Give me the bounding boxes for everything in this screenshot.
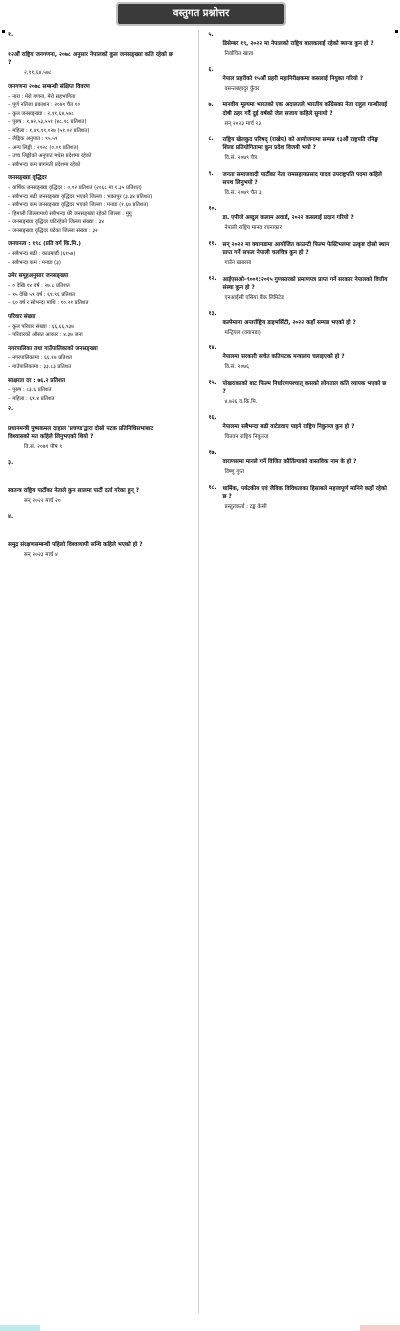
question-number: ११.	[208, 240, 217, 247]
question-text: जनता समाजवादी पार्टीका नेता रामसहायप्रसाद यादव उपराष्ट्रपति पदमा कहिले सपथ लिनुभयो ?	[222, 172, 382, 187]
answer-text: वि.सं. २०७९ पौष ९	[24, 444, 63, 451]
section-list-item: – कुल जनसङ्ख्या : २,९१,६४,५७८	[8, 111, 192, 119]
section-heading: जनगणना २०७८ सम्बन्धी संक्षिप्त विवरण	[8, 83, 90, 90]
right-questions	[209, 30, 393, 512]
question-number: ८.	[208, 136, 214, 143]
question-number: ६.	[208, 66, 214, 73]
section-heading: जनसङ्ख्या वृद्धिदर	[8, 175, 47, 182]
question-item	[209, 169, 393, 198]
section-list-item: – हिमाली जिल्लामध्ये सबैभन्दा धेरै जनसङ्ख्या रहेको जिल्ला : मुगु	[8, 211, 192, 219]
question-item	[209, 448, 393, 477]
page-title: वस्तुगत प्रश्नोत्तर	[118, 4, 284, 24]
section-list-item: – परिवारको औसत आकार : ४.३७ जना	[8, 332, 192, 340]
answer-text: निर्वाचित खाता	[224, 51, 254, 57]
section-list-item: – पुरुष : ८३.६ प्रतिशत	[8, 387, 192, 395]
section-list-item: – जनसङ्ख्या वृद्धिदर घटेका जिल्ला संख्या : ३२	[8, 228, 192, 236]
question-item	[209, 483, 393, 512]
section-list-item: – सबैभन्दा बढी जनसङ्ख्या वृद्धिदर भएको जिल्ला : भक्तपुर (३.३४ प्रतिशत)	[8, 194, 192, 202]
answer-text: वसन्तबहादुर कुँवर	[224, 85, 260, 92]
answer-text: ४.७२६ व.कि.मि.	[224, 399, 258, 406]
answer-text: वि.सं. २०७९ चैत ३	[224, 190, 262, 197]
print-color-bar	[0, 1325, 400, 1331]
section-list-item: – १५ देखि ५९ वर्ष : ६१.९६ प्रतिशत	[8, 292, 192, 300]
question-number: १७.	[208, 449, 217, 456]
question-text: नेपालमा सबैभन्दा बढी वाटेडवाए पाइने राष्ट्रिय निकुञ्ज कुन हो ?	[222, 424, 355, 431]
question-text: प्रधानमन्त्री पुष्पकमल दाहाल 'प्रचण्ड'द्वारा दोस्रो पटक प्रतिनिधिसभाबाट विश्वासको मत कहिले लिनुभएको थियो ?	[8, 426, 154, 441]
question-item	[209, 65, 393, 94]
answer-text: सन् २०२२ मार्च २०	[24, 498, 61, 505]
section-list-item: – जनसङ्ख्या वृद्धिदर घटिरहेको जिल्ला संख्या : ३४	[8, 219, 192, 227]
question-number: ५.	[208, 32, 214, 38]
question-number: १.	[8, 32, 14, 38]
answer-text: वि.सं. २०७९ चैत्र	[224, 155, 258, 162]
section-list-item: – वार्षिक जनसङ्ख्या वृद्धिदर : ०.९२ प्रतिशत (२०६८ मा १.३५ प्रतिशत)	[8, 185, 192, 193]
section-list-item: – लैङ्गिक अनुपात : ९५.५९	[8, 136, 192, 144]
question-number: १०.	[208, 206, 217, 213]
question-text: डिसेम्बर १९, २०२२ मा नेपालको राष्ट्रिय बालकलाई रहेको ब्यान्ड कुन हो ?	[222, 41, 374, 47]
question-text: स्वतन्त्र राष्ट्रिय पार्टीका नेताले कुन सालमा पार्टी दर्ता गरेका हुन् ?	[8, 488, 140, 495]
question-number: १६.	[208, 415, 217, 422]
section-list-item: – सबैभन्दा बढी : काठमाडौं (६१५७)	[8, 251, 192, 259]
section-heading: साक्षरता दर : ७६.२ प्रतिशत	[8, 377, 66, 384]
question-text: नेपालमा सरकारी सचेत कतिपटक मन्त्रालय चलाइएको हो ?	[222, 354, 345, 361]
registration-mark	[2, 30, 5, 33]
question-number: ३.	[8, 460, 14, 467]
question-text: डा. एपीजे अब्दुल कलाम अवार्ड, २०२२ कसलाई प्रदान गरियो ?	[222, 215, 354, 222]
answer-text: २,९१,६४,५७८	[24, 70, 52, 76]
question-number: ७.	[208, 101, 214, 108]
question-item	[209, 274, 393, 303]
answer-text: मन्ट्रियल (क्यानडा)	[224, 329, 261, 336]
question-item	[209, 413, 393, 442]
question-text: १२औं राष्ट्रिय जनगणना, २०७८ अनुसार नेपालको कुल जनसङ्ख्या कति रहेको छ ?	[8, 51, 173, 66]
section-list-item: – महिला : ६९.४ प्रतिशत	[8, 396, 192, 404]
question-text: सन् २०२२ मा क्यानडामा आयोजित काउन्टी फिल्म फेस्टिभलमा उत्कृष्ट दोस्रो स्थान प्राप्त गर्ने सफल नेपाली चलचित्र कुन हो ?	[222, 241, 390, 256]
answer-text: वि.सं. २०७६	[224, 364, 249, 371]
question-item	[209, 100, 393, 129]
question-text: आईएसओ–९००१:२०१५ गुणस्तरको प्रमाणपत्र प्राप्त गर्ने सरकार नेपालको वित्तीय संस्था कुन हो ?	[222, 276, 388, 291]
section-list-item: – पुरुष : १,४२,५३,५५१ (४८.९८ प्रतिशत)	[8, 119, 192, 127]
question-text: पोखराकाको बाट फिल्म निर्धारणपश्चात् कसको लोगताल कति व्यापक भएको छ ?	[222, 381, 387, 396]
section-list-item: – नगरपालिकामा : ६६.१७ प्रतिशत	[8, 355, 192, 363]
section-heading: उमेर समूहअनुसार जनसङ्ख्या	[8, 273, 69, 280]
answer-text: प्रस्तुतकर्ता : टङ्क केसी	[224, 503, 267, 510]
section-list-item: – पूर्ण नतिजा प्रकाशन : २०७९ चैत १०	[8, 102, 192, 110]
section-heading: जनघनत्व : १९८ (प्रति वर्ग कि.मि.)	[8, 241, 81, 248]
section-list-item: – कुल परिवार संख्या : ६६,६६,९३७	[8, 324, 192, 332]
section-heading: नगरपालिका तथा गाउँपालिकाको जनसङ्ख्या	[8, 345, 98, 352]
question-1	[8, 30, 192, 78]
question-number: १५.	[208, 380, 217, 387]
section-list-item: – सबैभन्दा कम जनसङ्ख्या वृद्धिदर भएको जिल्ला : मनाङ (१.६७ प्रतिशत)	[8, 202, 192, 210]
question-number: ९.	[208, 171, 214, 178]
section-list-item: – नारा : मेरो गणना, मेरो सहभागिता	[8, 94, 192, 102]
question-item	[209, 134, 393, 163]
question-text: मानवीय मूल्यमा भारतको एक अदालतले भारतीय काँग्रेसका नेता राहुल गान्धीलाई दोषी ठहर गर्दै दुई वर्षको जेल सजाय कहिले सुनायो ?	[222, 102, 388, 117]
section-list-item: – उच्च लिङ्गीको अनुपात मधेस प्रदेशमा रहेको	[8, 153, 192, 161]
answer-text: गाउँन खबरसा	[224, 259, 252, 266]
question-number: १४.	[208, 345, 217, 352]
question-item	[209, 239, 393, 268]
section-list-item: – ६० वर्ष र सोभन्दा माथि : १०.२१ प्रतिशत	[8, 300, 192, 308]
answer-text: सन् २०२३ मार्च ४	[24, 552, 58, 559]
answer-text: एनआईसी एसिया बैंक लिमिटेड	[224, 294, 284, 301]
question-item	[209, 378, 393, 407]
question-3	[8, 458, 192, 506]
section-list-item: – अन्य लिङ्गी : २९२८ (०.०१ प्रतिशत)	[8, 145, 192, 153]
question-text: समुद्र संरक्षणसम्बन्धी पहिलो विश्वव्यापी सन्धि कहिले भएको हो ?	[8, 542, 143, 549]
registration-mark	[395, 30, 398, 33]
section-list-item: – सबैभन्दा कम : मनाङ (३)	[8, 260, 192, 268]
question-number: १३.	[208, 310, 217, 317]
right-column	[207, 30, 393, 1313]
section-list-item: – ० देखि १४ वर्ष : २७.८ प्रतिशत	[8, 283, 192, 291]
content-columns	[8, 30, 392, 1313]
question-number: ४.	[8, 514, 14, 521]
section-list-item: – महिला : १,४९,११,०२७ (५१.०२ प्रतिशत)	[8, 128, 192, 136]
left-column	[8, 30, 199, 1313]
question-item	[209, 204, 393, 233]
question-item	[209, 30, 393, 59]
question-text: धार्मिक, पर्यटकीय एवं जैविक विविधताका हिसाबले महत्त्वपूर्ण मानिने कहाँ रहेको छ ?	[222, 485, 387, 500]
left-sections	[8, 84, 192, 404]
section-list-item: – सबैभन्दा कम बागमती प्रदेशमा रहेको	[8, 162, 192, 170]
question-item	[209, 343, 393, 372]
question-item	[209, 309, 393, 338]
answer-text: नेपाली राष्ट्रिय मानव रचनाकार	[224, 225, 282, 232]
question-text: नेपाल प्रहरीको १५औं प्रहरी महानिरीक्षकमा कसलाई नियुक्त गरियो ?	[222, 75, 364, 82]
question-number: २.	[8, 406, 14, 413]
question-number: १२.	[208, 275, 217, 282]
question-2	[8, 404, 192, 452]
question-text: वाराणसमा मानले गर्ने विजित कौर्तिल्याको वास्तविक नाम के हो ?	[222, 458, 357, 465]
question-4	[8, 512, 192, 560]
question-number: १८.	[208, 484, 217, 491]
question-text: कल्पेमाना अन्तर्राष्ट्रिय डाइभर्सिटी, २०२२ कहाँ सम्पन्न भएको हो ?	[222, 319, 356, 326]
section-heading: परिवार संख्या	[8, 313, 36, 320]
section-list-item: – गाउँपालिकामा : ३३.८३ प्रतिशत	[8, 364, 192, 372]
question-text: राष्ट्रिय खेलकुद परिषद् (राखेप) को आयोजनामा सम्पन्न १३औं राष्ट्रपति रनिङ्ग शिल्ड प्रतियोगितामा कुन प्रदेश विजयी भयो ?	[222, 137, 378, 152]
answer-text: चितवन राष्ट्रिय निकुञ्ज	[224, 434, 269, 441]
answer-text: सन् २०२३ मार्च २३	[224, 120, 262, 127]
answer-text: विष्णु गुप्त	[224, 468, 245, 475]
